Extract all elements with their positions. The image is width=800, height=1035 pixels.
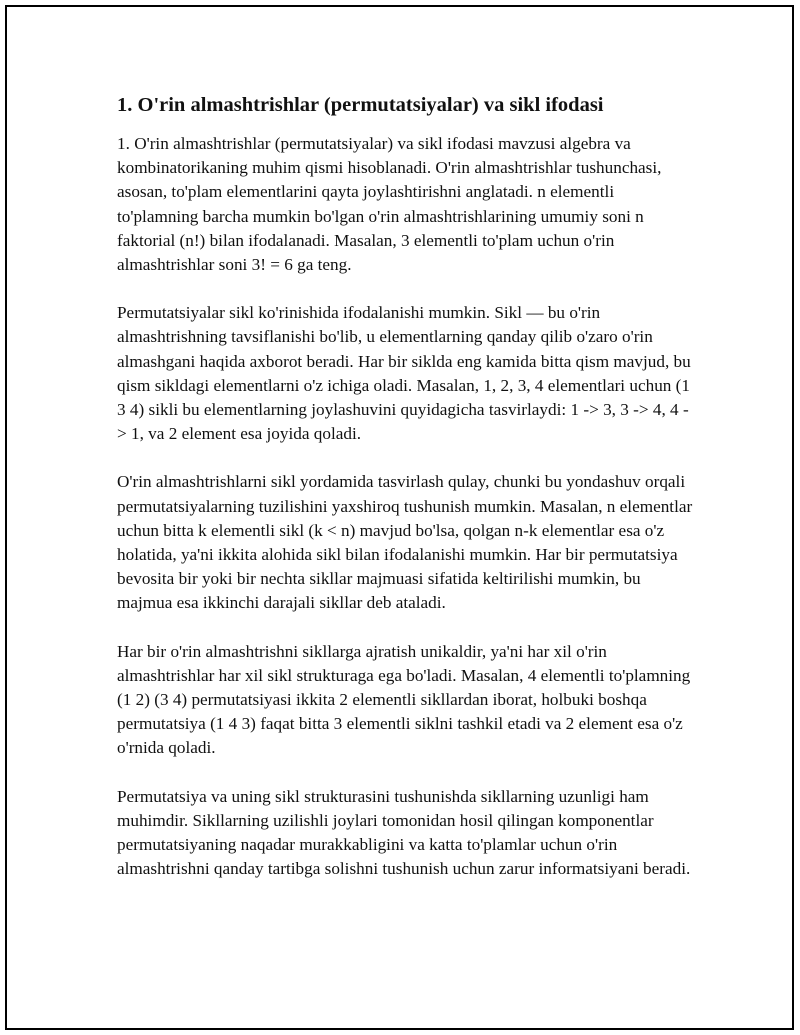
paragraph-4: Har bir o'rin almashtrishni sikllarga ajratish unikaldir, ya'ni har xil o'rin almashtrishlar har xil sikl strukturaga ega bo'ladi. Masalan, 4 elementli to'plamning (1 2) (3 4) permutatsiyasi ikkita 2 elementli sikllardan iborat, holbuki boshqa permutatsiya (1 4 3) faqat bitta 3 elementli siklni tashkil etadi va 2 element esa o'z o'rnida qoladi.	[117, 641, 691, 758]
paragraph-5: Permutatsiya va uning sikl strukturasini tushunishda sikllarning uzunligi ham muhimdir. Sikllarning uzilishli joylari tomonidan hosil qilingan komponentlar permutatsiyaning naqadar murakkabligini va katta to'plamlar uchun o'rin almashtrishni qanday tartibga solishni tushunish uchun zarur informatsiyani beradi.	[117, 786, 691, 879]
document-title: 1. O'rin almashtrishlar (permutatsiyalar) va sikl ifodasi	[117, 94, 604, 116]
paragraph-2: Permutatsiyalar sikl ko'rinishida ifodalanishi mumkin. Sikl — bu o'rin almashtrishning tavsiflanishi bo'lib, u elementlarning qanday qilib o'zaro o'rin almashgani haqida axborot beradi. Har bir siklda eng kamida bitta qism mavjud, bu qism sikldagi elementlarni o'z ichiga oladi. Masalan, 1, 2, 3, 4 elementlari uchun (1 3 4) sikli bu elementlarning joylashuvini quyidagicha tasvirlaydi: 1 -> 3, 3 -> 4, 4 -> 1, va 2 element esa joyida qoladi.	[117, 303, 691, 444]
paragraph-1: 1. O'rin almashtrishlar (permutatsiyalar) va sikl ifodasi mavzusi algebra va kombinatorikaning muhim qismi hisoblanadi. O'rin almashtrishlar tushunchasi, asosan, to'plam elementlarini qayta joylashtirishni anglatadi. n elementli to'plamning barcha mumkin bo'lgan o'rin almashtrishlarining umumiy soni n faktorial (n!) bilan ifodalanadi. Masalan, 3 elementli to'plam uchun o'rin almashtrishlar soni 3! = 6 ga teng.	[117, 134, 662, 275]
paragraph-3: O'rin almashtrishlarni sikl yordamida tasvirlash qulay, chunki bu yondashuv orqali permutatsiyalarning tuzilishini yaxshiroq tushunish mumkin. Masalan, n elementlar uchun bitta k elementli sikl (k < n) mavjud bo'lsa, qolgan n-k elementlar esa o'z holatida, ya'ni ikkita alohida sikl bilan ifodalanishi mumkin. Har bir permutatsiya bevosita bir yoki bir nechta sikllar majmuasi sifatida keltirilishi mumkin, bu majmua esa ikkinchi darajali sikllar deb ataladi.	[117, 472, 693, 613]
document-body	[117, 92, 697, 905]
